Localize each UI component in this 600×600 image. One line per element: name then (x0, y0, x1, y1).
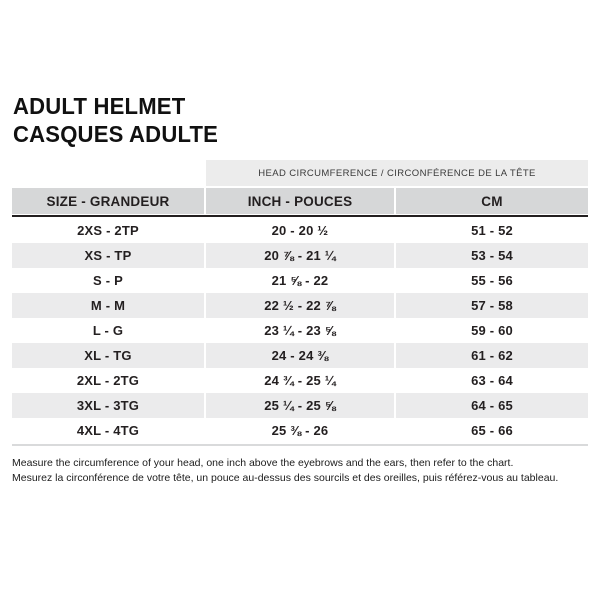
cm-cell: 64 - 65 (396, 393, 588, 418)
table-row (12, 268, 588, 293)
inch-cell: 23 ¼ - 23 ⅝ (206, 318, 394, 343)
cm-cell: 55 - 56 (396, 268, 588, 293)
cm-cell: 63 - 64 (396, 368, 588, 393)
table-row (12, 343, 588, 368)
inch-cell: 25 ¼ - 25 ⅝ (206, 393, 394, 418)
size-cell: S - P (12, 268, 204, 293)
table-bottom-border (12, 444, 588, 446)
size-cell: 3XL - 3TG (12, 393, 204, 418)
table-row (12, 318, 588, 343)
inch-cell: 22 ½ - 22 ⅞ (206, 293, 394, 318)
size-cell: L - G (12, 318, 204, 343)
inch-cell: 20 - 20 ½ (206, 218, 394, 243)
size-cell: M - M (12, 293, 204, 318)
page-title-line-2: CASQUES ADULTE (13, 121, 219, 147)
size-cell: 2XL - 2TG (12, 368, 204, 393)
span-header-row (12, 160, 588, 186)
cm-cell: 53 - 54 (396, 243, 588, 268)
size-cell: XL - TG (12, 343, 204, 368)
column-header-inch: INCH - POUCES (206, 188, 394, 214)
inch-cell: 24 - 24 ⅜ (206, 343, 394, 368)
table-row (12, 293, 588, 318)
size-chart-table (12, 160, 588, 446)
size-cell: XS - TP (12, 243, 204, 268)
cm-cell: 61 - 62 (396, 343, 588, 368)
header-underline (12, 215, 588, 217)
table-row (12, 368, 588, 393)
cm-cell: 51 - 52 (396, 218, 588, 243)
cm-cell: 57 - 58 (396, 293, 588, 318)
table-row (12, 243, 588, 268)
measurement-instructions (12, 456, 588, 486)
cm-cell: 65 - 66 (396, 418, 588, 443)
cm-cell: 59 - 60 (396, 318, 588, 343)
footer-note-fr: Mesurez la circonférence de votre tête, un pouce au-dessus des sourcils et des oreilles, puis référez-vous au tableau. (12, 472, 559, 484)
size-cell: 4XL - 4TG (12, 418, 204, 443)
inch-cell: 20 ⅞ - 21 ¼ (206, 243, 394, 268)
page-title (13, 92, 227, 148)
inch-cell: 24 ¾ - 25 ¼ (206, 368, 394, 393)
table-row (12, 218, 588, 243)
column-header-size: SIZE - GRANDEUR (12, 188, 204, 214)
column-header-cm: CM (396, 188, 588, 214)
table-row (12, 418, 588, 443)
table-row (12, 393, 588, 418)
table-body (12, 218, 588, 443)
inch-cell: 25 ⅜ - 26 (206, 418, 394, 443)
span-header-cell: HEAD CIRCUMFERENCE / CIRCONFÉRENCE DE LA TÊTE (206, 160, 588, 186)
inch-cell: 21 ⅝ - 22 (206, 268, 394, 293)
size-cell: 2XS - 2TP (12, 218, 204, 243)
footer-note-en: Measure the circumference of your head, one inch above the eyebrows and the ears, then refer to the chart. (12, 457, 514, 469)
span-header-spacer (12, 160, 204, 186)
column-header-row (12, 188, 588, 214)
page-title-line-1: ADULT HELMET (13, 93, 186, 119)
